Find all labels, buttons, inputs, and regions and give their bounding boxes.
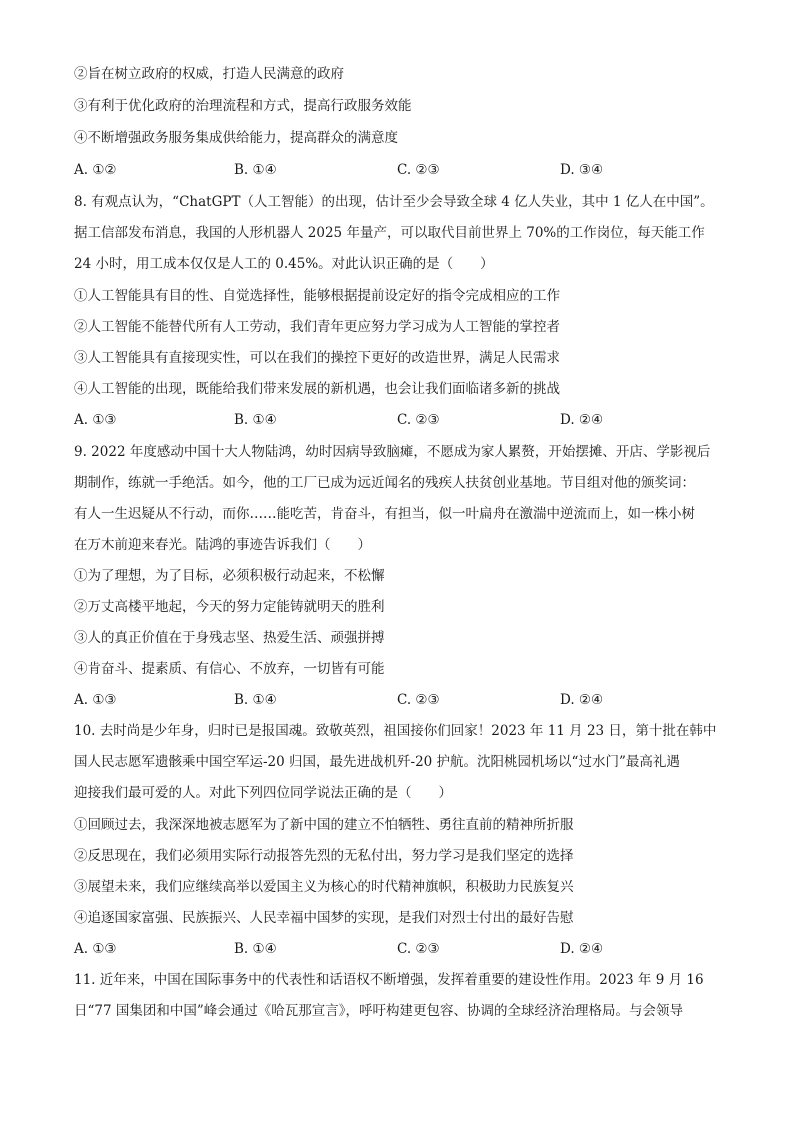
q10-stem-line: 10. 去时尚是少年身，归时已是报国魂。致敬英烈，祖国接你们回家！2023 年 11 月 23 日，第十批在韩中 [74,723,717,739]
q9-stem-line: 在万木前迎来春光。陆鸿的事迹告诉我们（ ） [74,537,371,553]
q11-stem-line: 11. 近年来，中国在国际事务中的代表性和话语权不断增强，发挥着重要的建设性作用。2023 年 9 月 16 [74,972,704,988]
q10-item-2: ②反思现在，我们必须用实际行动报答先烈的无私付出，努力学习是我们坚定的选择 [74,848,574,864]
q10-stem-line: 国人民志愿军遗骸乘中国空军运-20 归国，最先进战机歼-20 护航。沈阳桃园机场以“过水门”最高礼遇 [74,754,680,770]
option-c: C. ②③ [397,412,440,428]
q10-options [74,939,734,959]
statement-2: ②旨在树立政府的权威，打造人民满意的政府 [74,66,344,82]
option-c: C. ②③ [397,941,440,957]
q9-stem-line: 期制作，练就一手绝活。如今，他的工厂已成为远近闻名的残疾人扶贫创业基地。节目组对他的颁奖词： [74,475,695,491]
option-d: D. ②④ [560,412,604,428]
option-a: A. ①③ [74,941,117,957]
q11-stem-line: 日“77 国集团和中国”峰会通过《哈瓦那宣言》，呼吁构建更包容、协调的全球经济治理格局。与会领导 [74,1003,684,1019]
q8-item-4: ④人工智能的出现，既能给我们带来发展的新机遇，也会让我们面临诸多新的挑战 [74,381,560,397]
q8-stem-line: 8. 有观点认为，“ChatGPT（人工智能）的出现，估计至少会导致全球 4 亿人失业，其中 1 亿人在中国”。 [74,194,714,210]
q9-stem-line: 9. 2022 年度感动中国十大人物陆鸿，幼时因病导致脑瘫，不愿成为家人累赘，开始摆摊、开店、学影视后 [74,444,711,460]
q10-stem-line: 迎接我们最可爱的人。对此下列四位同学说法正确的是（ ） [74,785,452,801]
q8-item-3: ③人工智能具有直接现实性，可以在我们的操控下更好的改造世界，满足人民需求 [74,350,560,366]
q8-item-1: ①人工智能具有目的性、自觉选择性，能够根据提前设定好的指令完成相应的工作 [74,288,560,304]
answer-options [74,160,734,180]
option-b: B. ①④ [234,941,277,957]
q10-item-1: ①回顾过去，我深深地被志愿军为了新中国的建立不怕牺牲、勇往直前的精神所折服 [74,817,574,833]
option-b: B. ①④ [234,412,277,428]
q10-item-3: ③展望未来，我们应继续高举以爱国主义为核心的时代精神旗帜，积极助力民族复兴 [74,879,574,895]
option-b: B. ①④ [234,162,277,178]
option-c: C. ②③ [397,162,440,178]
q9-item-1: ①为了理想，为了目标，必须积极行动起来，不松懈 [74,568,385,584]
q9-stem-line: 有人一生迟疑从不行动，而你……能吃苦，肯奋斗，有担当，似一叶扁舟在激湍中逆流而上，如一株小树 [74,506,695,522]
q8-item-2: ②人工智能不能替代所有人工劳动，我们青年更应努力学习成为人工智能的掌控者 [74,319,560,335]
option-d: D. ②④ [560,692,604,708]
statement-4: ④不断增强政务服务集成供给能力，提高群众的满意度 [74,130,398,146]
q9-item-2: ②万丈高楼平地起，今天的努力定能铸就明天的胜利 [74,599,385,615]
q9-item-4: ④肯奋斗、提素质、有信心、不放弃，一切皆有可能 [74,661,385,677]
q9-item-3: ③人的真正价值在于身残志坚、热爱生活、顽强拼搏 [74,630,385,646]
option-d: D. ②④ [560,941,604,957]
option-a: A. ①② [74,162,117,178]
q8-stem-line: 据工信部发布消息，我国的人形机器人 2025 年量产，可以取代目前世界上 70%的工作岗位，每天能工作 [74,225,705,241]
option-a: A. ①③ [74,412,117,428]
q8-options [74,410,734,430]
option-d: D. ③④ [560,162,604,178]
option-c: C. ②③ [397,692,440,708]
q8-stem-line: 24 小时，用工成本仅仅是人工的 0.45%。对此认识正确的是（ ） [74,256,494,272]
q9-options [74,690,734,710]
q10-item-4: ④追逐国家富强、民族振兴、人民幸福中国梦的实现，是我们对烈士付出的最好告慰 [74,910,574,926]
statement-3: ③有利于优化政府的治理流程和方式，提高行政服务效能 [74,98,412,114]
option-b: B. ①④ [234,692,277,708]
option-a: A. ①③ [74,692,117,708]
